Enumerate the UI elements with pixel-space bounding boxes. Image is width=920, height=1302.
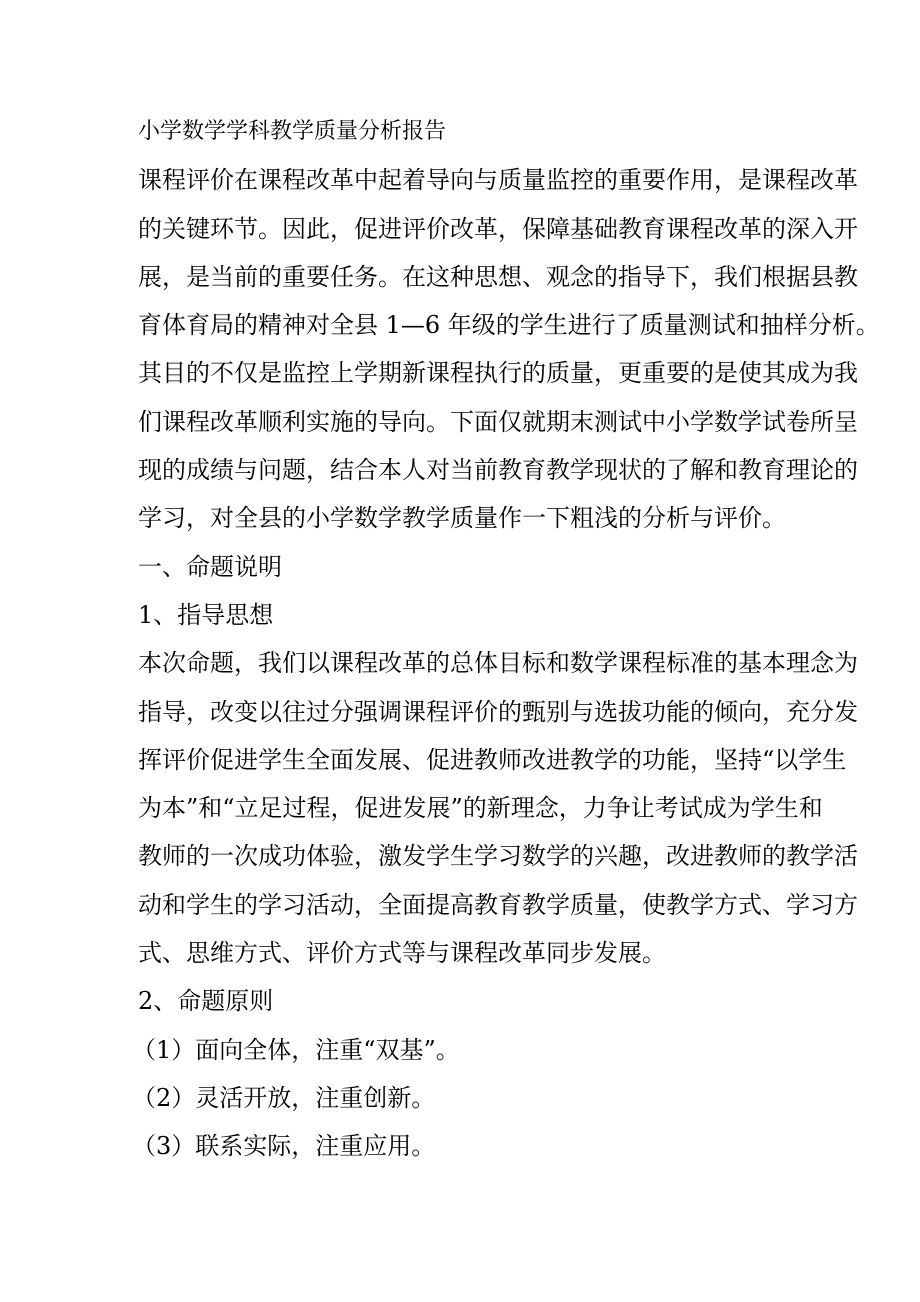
principles-list	[132, 1026, 788, 1171]
intro-paragraph	[138, 156, 880, 542]
list-item: （2）灵活开放，注重创新。	[132, 1083, 436, 1112]
paragraph-line: 挥评价促进学生全面发展、促进教师改进教学的功能，坚持“以学生	[138, 745, 847, 774]
paragraph-line: 课程评价在课程改革中起着导向与质量监控的重要作用，是课程改革	[138, 166, 858, 195]
list-item: （1）面向全体，注重“双基”。	[132, 1035, 460, 1064]
paragraph-line: 为本”和“立足过程，促进发展”的新理念，力争让考试成为学生和	[138, 794, 823, 823]
paragraph-line: 动和学生的学习活动，全面提高教育教学质量，使教学方式、学习方	[138, 890, 858, 919]
paragraph-line: 们课程改革顺利实施的导向。下面仅就期末测试中小学数学试卷所呈	[138, 407, 858, 436]
paragraph-line: 展，是当前的重要任务。在这种思想、观念的指导下，我们根据县教	[138, 262, 858, 291]
list-item: （3）联系实际，注重应用。	[132, 1132, 436, 1161]
document-title: 小学数学学科教学质量分析报告	[138, 119, 447, 144]
paragraph-line: 学习，对全县的小学数学教学质量作一下粗浅的分析与评价。	[138, 504, 786, 533]
paragraph-line: 式、思维方式、评价方式等与课程改革同步发展。	[138, 939, 666, 968]
paragraph-line: 其目的不仅是监控上学期新课程执行的质量，更重要的是使其成为我	[138, 359, 858, 388]
subsection-heading-guiding: 1、指导思想	[138, 600, 274, 629]
paragraph-line: 指导，改变以往过分强调课程评价的甄别与选拔功能的倾向，充分发	[138, 697, 858, 726]
paragraph-line: 的关键环节。因此，促进评价改革，保障基础教育课程改革的深入开	[138, 214, 858, 243]
paragraph-line: 教师的一次成功体验，激发学生学习数学的兴趣，改进教师的教学活	[138, 842, 858, 871]
paragraph-line: 现的成绩与问题，结合本人对当前教育教学现状的了解和教育理论的	[138, 456, 858, 485]
section-heading-1: 一、命题说明	[138, 552, 282, 581]
paragraph-line: 育体育局的精神对全县 1—6 年级的学生进行了质量测试和抽样分析。	[138, 311, 880, 340]
guiding-paragraph	[138, 639, 858, 977]
subsection-heading-principles: 2、命题原则	[138, 987, 274, 1016]
document-body	[132, 108, 880, 1171]
paragraph-line: 本次命题，我们以课程改革的总体目标和数学课程标准的基本理念为	[138, 649, 858, 678]
